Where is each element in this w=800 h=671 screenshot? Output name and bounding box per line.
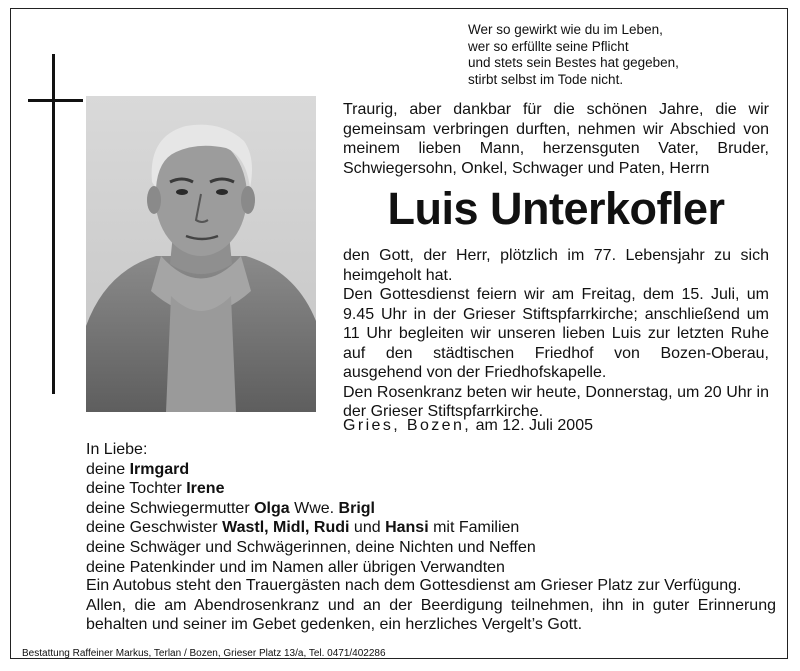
passing-text: den Gott, der Herr, plötzlich im 77. Lebensjahr zu sich heimgeholt hat. bbox=[343, 247, 769, 284]
mourner-name: Olga bbox=[254, 499, 290, 517]
mourner-line bbox=[86, 499, 586, 519]
mourner-line bbox=[86, 479, 586, 499]
portrait-photo bbox=[86, 96, 316, 412]
memorial-poem bbox=[468, 22, 748, 88]
rosary-text: Den Rosenkranz beten wir heute, Donnerstag, um 20 Uhr in der Grieser Stiftspfarrkirche. bbox=[343, 383, 769, 420]
mourner-line bbox=[86, 460, 586, 480]
mourner-name: Wastl, Midl, Rudi bbox=[222, 519, 350, 537]
dateline bbox=[343, 416, 769, 436]
mourner-relation: deine Geschwister bbox=[86, 519, 223, 537]
mourner-line: deine Patenkinder und im Namen aller übrigen Verwandten bbox=[86, 558, 505, 576]
mourner-name: Hansi bbox=[385, 519, 429, 537]
announcement-body bbox=[343, 246, 769, 422]
mourner-line: deine Schwäger und Schwägerinnen, deine Nichten und Neffen bbox=[86, 538, 536, 556]
mourner-line bbox=[86, 518, 586, 538]
closing-notes bbox=[86, 576, 776, 635]
mourner-relation: Wwe. bbox=[289, 499, 339, 517]
cross-icon-bar bbox=[28, 99, 83, 102]
mourner-relation: deine bbox=[86, 460, 130, 478]
mourner-name: Irene bbox=[186, 480, 225, 498]
mourners-heading: In Liebe: bbox=[86, 441, 148, 458]
thanks-notice: Allen, die am Abendrosenkranz und an der Beerdigung teilnehmen, ihn in guter Erinnerung behalten und seiner im Gebet gedenken, ein herzliches Vergelt’s Gott. bbox=[86, 596, 776, 634]
dateline-place: Gries, Bozen, bbox=[343, 417, 472, 434]
intro-paragraph: Traurig, aber dankbar für die schönen Jahre, die wir gemeinsam verbringen durften, nehmen wir Abschied von meinem lieben Mann, herzensguten Vater, Bruder, Schwiegersohn, Onkel, Schwager und Paten, Herrn bbox=[343, 101, 769, 177]
cross-icon bbox=[52, 54, 55, 394]
deceased-name: Luis Unterkofler bbox=[387, 183, 725, 234]
mourner-name: Irmgard bbox=[129, 460, 190, 478]
funeral-text: Den Gottesdienst feiern wir am Freitag, dem 15. Juli, um 9.45 Uhr in der Grieser Stiftspfarrkirche; anschließend um 11 Uhr begleiten wir unseren lieben Luis zur letzten Ruhe auf den städtischen Friedhof von Bozen-Oberau, ausgehend von der Friedhofskapelle. bbox=[343, 286, 769, 381]
mourner-relation: deine Tochter bbox=[86, 480, 187, 498]
undertaker-credit: Bestattung Raffeiner Markus, Terlan / Bozen, Grieser Platz 13/a, Tel. 0471/402286 bbox=[22, 648, 386, 659]
bus-notice: Ein Autobus steht den Trauergästen nach dem Gottesdienst am Grieser Platz zur Verfügung. bbox=[86, 577, 742, 594]
poem-line: wer so erfüllte seine Pflicht bbox=[468, 38, 629, 54]
mourner-relation: mit Familien bbox=[428, 519, 520, 537]
poem-line: und stets sein Bestes hat gegeben, bbox=[468, 55, 679, 70]
dateline-date: am 12. Juli 2005 bbox=[475, 417, 593, 434]
portrait-illustration bbox=[86, 96, 316, 412]
mourner-name: Brigl bbox=[338, 499, 375, 517]
mourner-relation: deine Schwiegermutter bbox=[86, 499, 255, 517]
mourners-list bbox=[86, 440, 586, 577]
poem-line: Wer so gewirkt wie du im Leben, bbox=[468, 22, 663, 37]
mourner-relation: und bbox=[349, 519, 386, 537]
poem-line: stirbt selbst im Tode nicht. bbox=[468, 71, 624, 87]
